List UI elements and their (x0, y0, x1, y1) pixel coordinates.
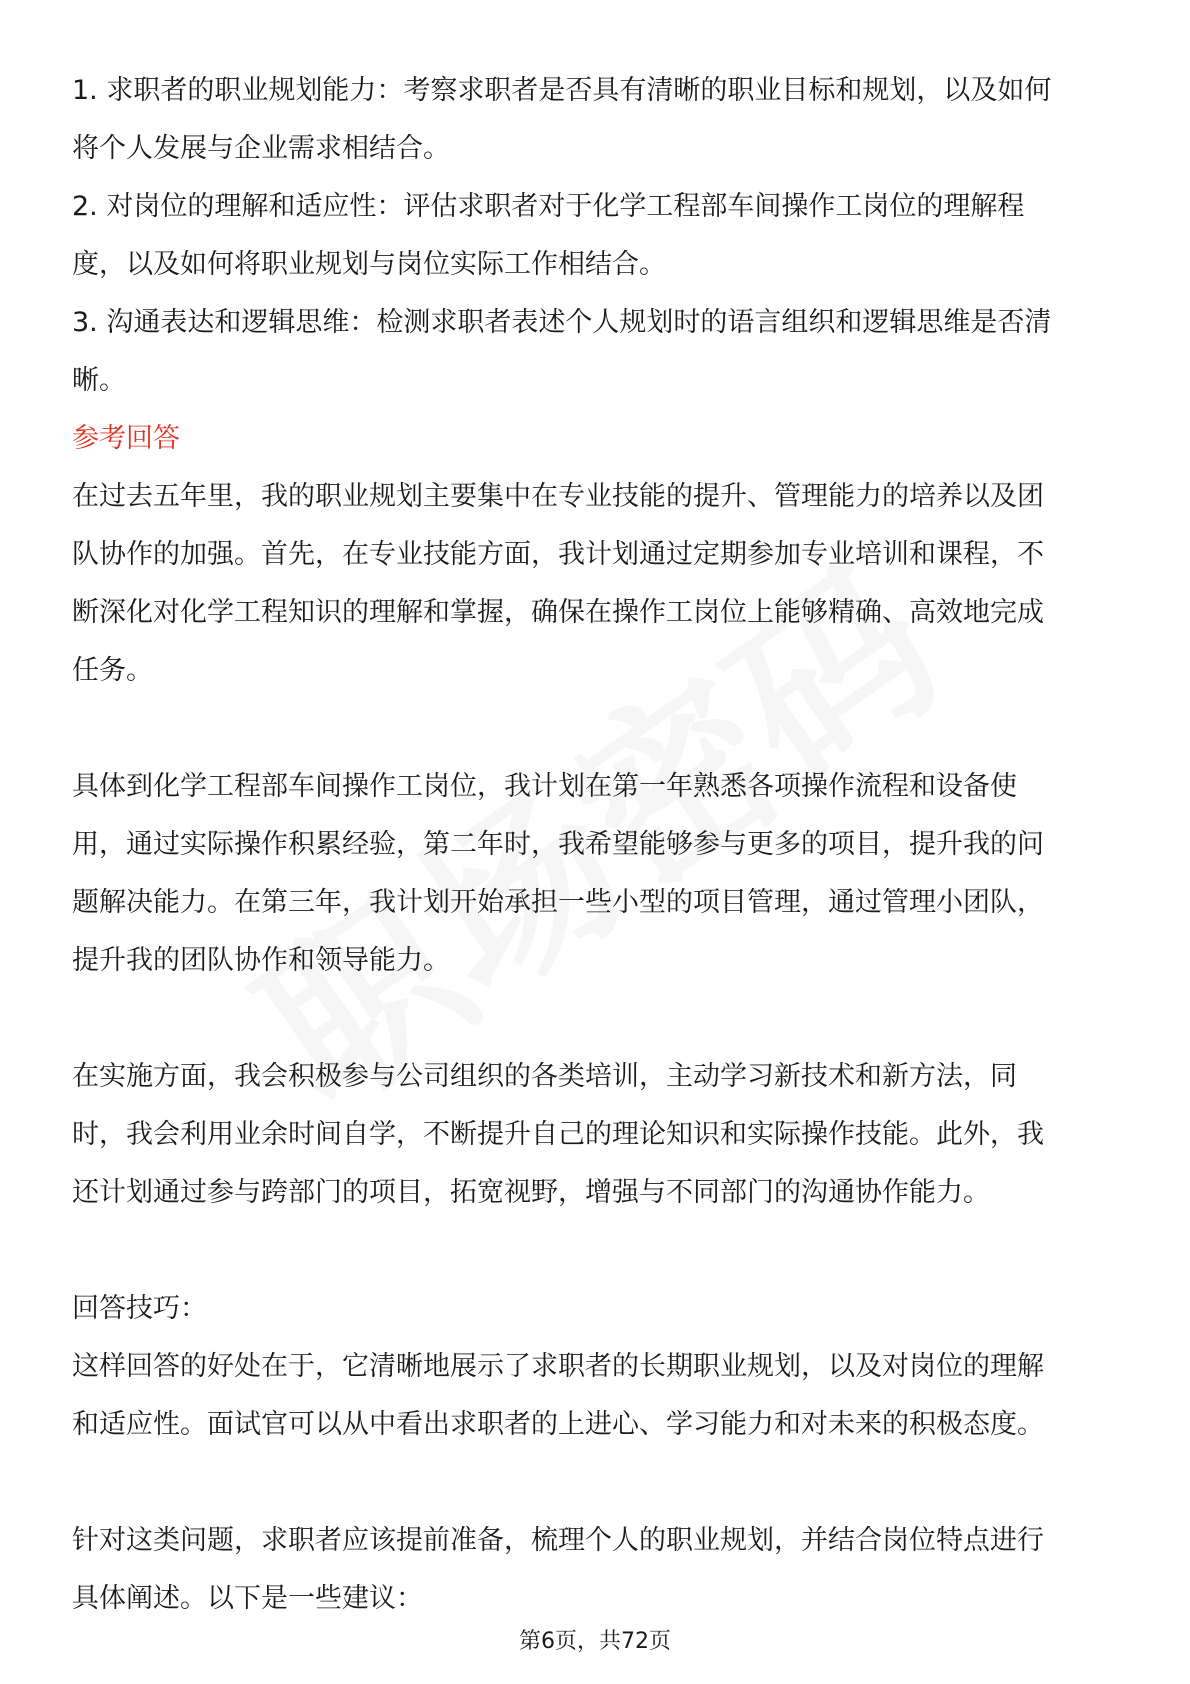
reference-p2-line: 用，通过实际操作积累经验，第二年时，我希望能够参与更多的项目，提升我的问 (72, 829, 1044, 860)
tips-heading: 回答技巧： (72, 1293, 207, 1324)
criteria-item-3-line-2: 晰。 (72, 365, 126, 396)
criteria-item-1-line-1: 1. 求职者的职业规划能力：考察求职者是否具有清晰的职业目标和规划，以及如何 (72, 75, 1052, 106)
reference-p3-line: 在实施方面，我会积极参与公司组织的各类培训，主动学习新技术和新方法，同 (72, 1061, 1017, 1092)
reference-p2-line: 提升我的团队协作和领导能力。 (72, 945, 450, 976)
reference-p3-line: 时，我会利用业余时间自学，不断提升自己的理论知识和实际操作技能。此外，我 (72, 1119, 1044, 1150)
reference-p2-line: 具体到化学工程部车间操作工岗位，我计划在第一年熟悉各项操作流程和设备使 (72, 771, 1017, 802)
page-number-footer: 第6页，共72页 (519, 1629, 671, 1654)
reference-p1-line: 任务。 (72, 655, 153, 686)
criteria-item-1-line-2: 将个人发展与企业需求相结合。 (72, 133, 450, 164)
page-content (72, 62, 1122, 1628)
tips-p2-line: 具体阐述。以下是一些建议： (72, 1583, 423, 1614)
criteria-item-2-line-1: 2. 对岗位的理解和适应性：评估求职者对于化学工程部车间操作工岗位的理解程 (72, 191, 1025, 222)
tips-p1-line: 和适应性。面试官可以从中看出求职者的上进心、学习能力和对未来的积极态度。 (72, 1409, 1044, 1440)
reference-p3-line: 还计划通过参与跨部门的项目，拓宽视野，增强与不同部门的沟通协作能力。 (72, 1177, 990, 1208)
reference-p1-line: 断深化对化学工程知识的理解和掌握，确保在操作工岗位上能够精确、高效地完成 (72, 597, 1044, 628)
reference-p1-line: 队协作的加强。首先，在专业技能方面，我计划通过定期参加专业培训和课程，不 (72, 539, 1044, 570)
reference-answer-heading: 参考回答 (72, 423, 180, 454)
reference-p2-line: 题解决能力。在第三年，我计划开始承担一些小型的项目管理，通过管理小团队， (72, 887, 1044, 918)
reference-p1-line: 在过去五年里，我的职业规划主要集中在专业技能的提升、管理能力的培养以及团 (72, 481, 1044, 512)
paragraph-gap (72, 700, 1122, 758)
paragraph-gap (72, 1222, 1122, 1280)
paragraph-gap (72, 990, 1122, 1048)
paragraph-gap (72, 1454, 1122, 1512)
criteria-item-3-line-1: 3. 沟通表达和逻辑思维：检测求职者表述个人规划时的语言组织和逻辑思维是否清 (72, 307, 1052, 338)
tips-p2-line: 针对这类问题，求职者应该提前准备，梳理个人的职业规划，并结合岗位特点进行 (72, 1525, 1044, 1556)
tips-p1-line: 这样回答的好处在于，它清晰地展示了求职者的长期职业规划，以及对岗位的理解 (72, 1351, 1044, 1382)
criteria-item-2-line-2: 度，以及如何将职业规划与岗位实际工作相结合。 (72, 249, 666, 280)
